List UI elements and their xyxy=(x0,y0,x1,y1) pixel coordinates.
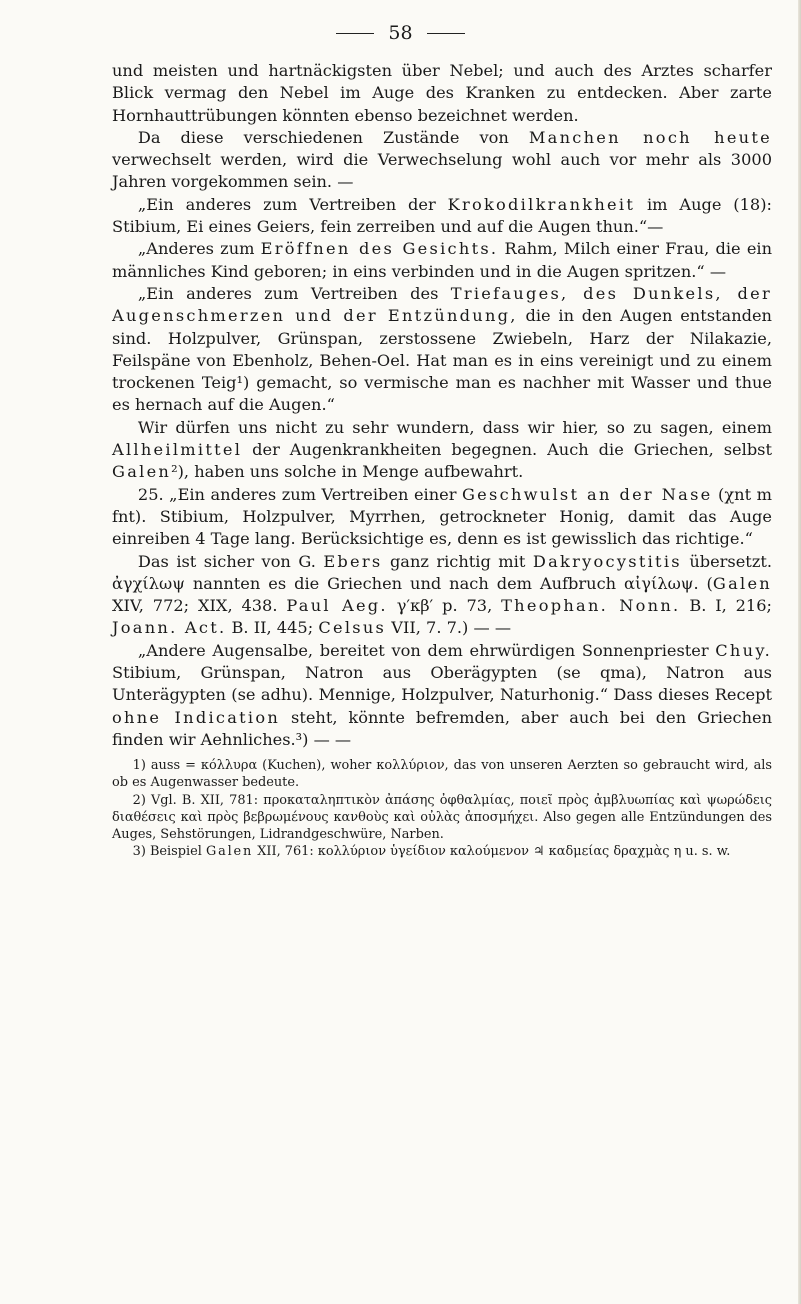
text-run: ganz richtig mit xyxy=(382,551,533,571)
main-text xyxy=(112,60,772,860)
emphasis-text: Celsus xyxy=(318,618,387,638)
paragraph xyxy=(112,551,772,640)
text-run: B. I, 216; xyxy=(680,596,772,616)
text-run: der Augenkrankheiten begegnen. Auch die Griechen, selbst xyxy=(242,440,772,460)
text-run: „Andere Augensalbe, bereitet von dem ehrwürdigen Sonnenpriester xyxy=(137,640,716,660)
paragraph xyxy=(112,238,772,283)
paragraph xyxy=(112,417,772,484)
paragraph xyxy=(112,283,772,417)
footnotes xyxy=(112,757,772,860)
page-number: 58 xyxy=(388,22,413,44)
text-run: 1) auss = κόλλυρα (Kuchen), woher κολλύριον, das von unseren Aerzten so gebraucht wird, als ob es Augenwasser bedeute. xyxy=(112,758,772,791)
text-run: und meisten und hartnäckigsten über Nebel; und auch des Arztes scharfer Blick vermag den Nebel im Auge des Kranken zu entdecken. Aber zarte Hornhauttrübungen könnten ebenso bezeichnet werden. xyxy=(112,61,772,125)
emphasis-text: Chuy. xyxy=(715,640,772,660)
text-run: „Ein anderes zum Vertreiben der xyxy=(137,194,448,214)
emphasis-text: Paul Aeg. xyxy=(286,596,388,616)
paragraph xyxy=(112,127,772,194)
text-run: Das ist sicher von G. xyxy=(137,551,324,571)
text-run: 2) Vgl. B. XII, 781: προκαταληπτικὸν ἀπάσης ὀφθαλμίας, ποιεῖ πρὸς ἀμβλυωπίας καὶ ψωρώδεις διαθέσεις καὶ πρὸς βεβρωμένους κανθοὺς καὶ οὐλὰς ἀποσμήχει. Also gegen alle Entzündungen des Auges, Sehstörungen, Lidrandgeschwüre, Narben. xyxy=(112,792,772,843)
text-run: im Auge (18): Stibium, Ei eines Geiers, fein zerreiben und auf die Augen thun.“— xyxy=(112,194,772,237)
text-run: 3) Beispiel xyxy=(132,844,207,860)
paragraph xyxy=(112,484,772,551)
footnote xyxy=(112,792,772,844)
text-run: XII, 761: κολλύριον ὑγείδιον καλούμενον ♃ καδμείας δραχμὰς η u. s. w. xyxy=(253,844,731,860)
text-run: „Ein anderes zum Vertreiben des xyxy=(137,283,451,303)
header-rule-left xyxy=(336,33,374,34)
text-run: Da diese verschiedenen Zustände von xyxy=(137,127,529,147)
emphasis-text: Theophan. Nonn. xyxy=(501,596,681,616)
text-run: verwechselt werden, wird die Verwechselung wohl auch vor mehr als 3000 Jahren vorgekommen sein. — xyxy=(112,150,772,192)
text-run: VII, 7. 7.) — — xyxy=(386,618,512,638)
emphasis-text: Galen xyxy=(206,844,254,860)
text-run: ²), haben uns solche in Menge aufbewahrt. xyxy=(171,462,524,482)
text-run: (χnt m fnt). Stibium, Holzpulver, Myrrhen, getrockneter Honig, damit das Auge einreiben 4 Tage lang. Berücksichtige es, denn es ist gewisslich das richtige.“ xyxy=(112,484,772,549)
text-run: übersetzt. ἀγχίλωψ nannten es die Griechen und nach dem Aufbruch αἰγίλωψ. ( xyxy=(112,551,772,593)
text-run: die in den Augen entstanden sind. Holzpulver, Grünspan, zerstossene Zwiebeln, Harz der Nilakazie, Feilspäne von Ebenholz, Behen-Oel. Hat man es in eins vereinigt und zu einem trockenen Teig¹) gemacht, so vermische man es nachher mit Wasser und thue es hernach auf die Augen.“ xyxy=(112,306,772,415)
emphasis-text: Eröffnen des Gesichts. xyxy=(260,239,499,259)
text-run: Stibium, Grünspan, Natron aus Oberägypten (se qma), Natron aus Unterägypten (se adhu). Mennige, Holzpulver, Naturhonig.“ Dass dieses Recept xyxy=(112,663,772,705)
emphasis-text: Ebers xyxy=(323,551,383,571)
text-run: Wir dürfen uns nicht zu sehr wundern, dass wir hier, so zu sagen, einem xyxy=(137,417,772,437)
emphasis-text: Allheilmittel xyxy=(112,440,243,460)
emphasis-text: Dakryocystitis xyxy=(532,551,682,571)
emphasis-text: Triefauges, des Dunkels, der Augenschmerzen und der Entzündung, xyxy=(112,283,772,326)
text-run: steht, könnte befremden, aber auch bei den Griechen finden wir Aehnliches.³) — — xyxy=(112,707,772,749)
emphasis-text: Geschwulst an der Nase xyxy=(461,484,713,504)
paragraph xyxy=(112,60,772,127)
emphasis-text: Manchen noch heute xyxy=(528,127,772,147)
emphasis-text: Joann. Act. xyxy=(112,618,227,638)
footnote xyxy=(112,843,772,860)
emphasis-text: Krokodilkrankheit xyxy=(447,194,636,214)
paragraph xyxy=(112,194,772,239)
text-run: Rahm, Milch einer Frau, die ein männliches Kind geboren; in eins verbinden und in die Augen spritzen.“ — xyxy=(112,239,773,281)
text-run: B. II, 445; xyxy=(226,618,319,638)
header-rule-right xyxy=(427,33,465,34)
emphasis-text: Galen xyxy=(712,573,772,593)
footnote xyxy=(112,757,772,791)
text-run: γ′κβ′ p. 73, xyxy=(387,596,502,616)
text-run: 25. „Ein anderes zum Vertreiben einer xyxy=(137,484,462,504)
text-run: XIV, 772; XIX, 438. xyxy=(112,596,287,616)
emphasis-text: ohne Indication xyxy=(112,707,281,727)
emphasis-text: Galen xyxy=(112,462,172,482)
paragraph xyxy=(112,640,772,751)
page-header xyxy=(0,18,801,48)
text-run: „Anderes zum xyxy=(137,239,261,259)
